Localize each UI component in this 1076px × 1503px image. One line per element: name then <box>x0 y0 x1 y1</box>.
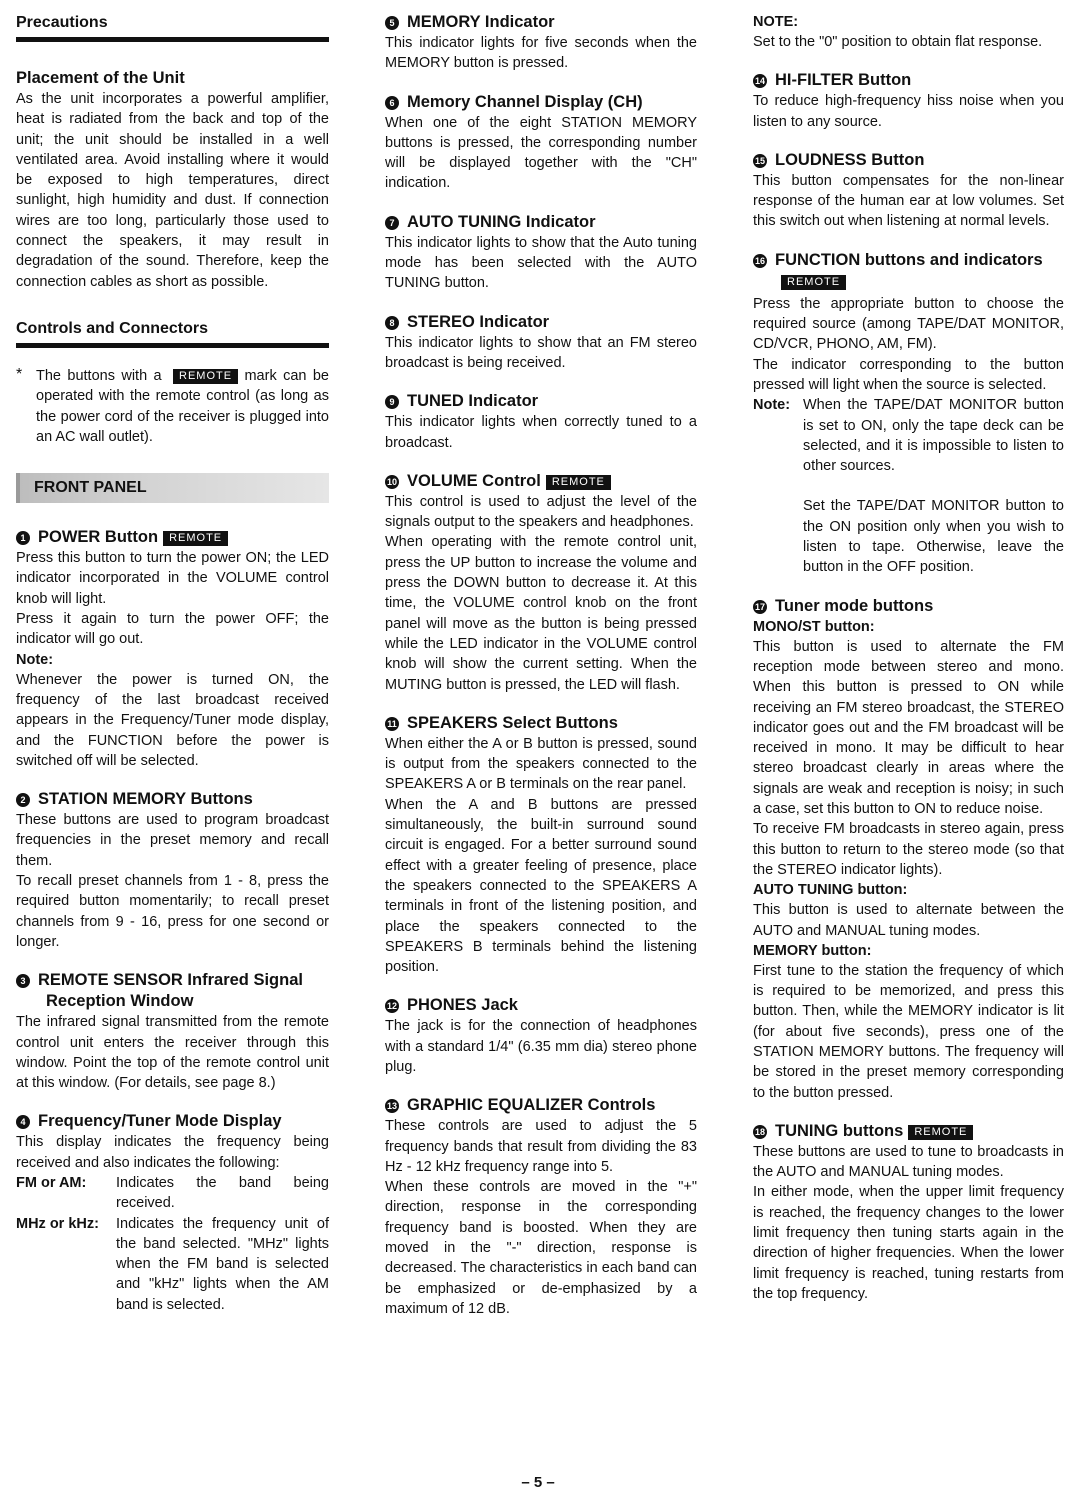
note-label: NOTE: <box>753 14 799 30</box>
item-title: LOUDNESS Button <box>775 150 925 169</box>
precautions-heading: Precautions <box>16 12 329 42</box>
item-station-memory <box>16 789 329 952</box>
number-badge: 3 <box>16 974 30 988</box>
item-phones <box>385 995 697 1077</box>
item-frequency-display <box>16 1111 329 1315</box>
item-text: This indicator lights when correctly tuned to a broadcast. <box>385 414 697 451</box>
item-text: This button compensates for the non-linear response of the human ear at low volumes. Set this switch out when listening at normal levels. <box>753 172 1064 230</box>
number-badge: 2 <box>16 793 30 807</box>
note-label: Note: <box>753 397 791 414</box>
definition-term: FM or AM: <box>16 1174 87 1191</box>
equalizer-note <box>753 12 1064 52</box>
number-badge: 9 <box>385 395 399 409</box>
item-text: Press it again to turn the power OFF; the indicator will go out. <box>16 611 329 648</box>
item-text: In either mode, when the upper limit frequency is reached, the frequency changes to the lower limit frequency then tuning starts again in the direction of higher frequencies. When the lower limit frequency is reached, tuning restarts from the top frequency. <box>753 1184 1064 1302</box>
item-text: The indicator corresponding to the button pressed will light when the source is selected. <box>753 356 1064 393</box>
item-text: When operating with the remote control unit, press the UP button to increase the volume and press the DOWN button to decrease it. At this time, the VOLUME control knob on the front panel will move as the button is being pressed while the LED indicator in the VOLUME control knob will show the current setting. When the MUTING button is pressed, the LED will flash. <box>385 534 697 693</box>
item-text: This button is used to alternate the FM reception mode between stereo and mono. When this button is pressed to ON while receiving an FM stereo broadcast, the STEREO indicator goes out and the FM broadcast will be received in mono. It may be difficult to hear stereo broadcast clearly in areas where the signals are weak and reception is noisy; in such a case, set this button to ON to reduce noise. <box>753 638 1064 818</box>
remote-badge: REMOTE <box>163 531 228 546</box>
note-label: Note: <box>16 651 54 668</box>
item-function <box>753 250 1064 578</box>
number-badge: 10 <box>386 476 397 487</box>
item-title: Frequency/Tuner Mode Display <box>38 1112 282 1131</box>
item-remote-sensor <box>16 970 329 1093</box>
sub-label: AUTO TUNING button: <box>753 882 908 899</box>
item-title: PHONES Jack <box>407 996 518 1015</box>
item-title: FUNCTION buttons and indicators <box>775 250 1043 269</box>
item-text: The infrared signal transmitted from the remote control unit enters the receiver through this window. Point the top of the remote control unit at this window. (For details, see page 8.) <box>16 1014 329 1092</box>
item-title: Memory Channel Display (CH) <box>407 92 643 111</box>
item-text: These buttons are used to tune to broadcasts in the AUTO and MANUAL tuning modes. <box>753 1143 1064 1181</box>
sub-label: MONO/ST button: <box>753 618 875 635</box>
item-title: TUNING buttons <box>775 1121 904 1140</box>
placement-section <box>16 68 329 292</box>
item-title: HI-FILTER Button <box>775 71 912 90</box>
column-right <box>753 12 1064 1304</box>
item-text: When either the A or B button is pressed, sound is output from the speakers connected to the SPEAKERS A or B terminals on the rear panel. <box>385 735 697 793</box>
item-stereo <box>385 312 697 374</box>
item-power <box>16 527 329 771</box>
item-text: Press the appropriate button to choose the required source (among TAPE/DAT MONITOR, CD/VCR, PHONO, AM, FM). <box>753 295 1064 353</box>
number-badge: 18 <box>754 1126 765 1137</box>
item-title: STATION MEMORY Buttons <box>38 790 253 809</box>
item-text: Press this button to turn the power ON; the LED indicator incorporated in the VOLUME control knob will light. <box>16 550 329 607</box>
item-text: This display indicates the frequency being received and also indicates the following: <box>16 1134 329 1171</box>
number-badge: 13 <box>386 1101 397 1112</box>
item-loudness <box>753 150 1064 232</box>
definition-term: MHz or kHz: <box>16 1215 99 1232</box>
item-memory-indicator <box>385 12 697 74</box>
number-badge: 14 <box>754 76 765 87</box>
item-text: When the A and B buttons are pressed simultaneously, the built-in surround sound circuit is engaged. For a better surround sound effect with a greater feeling of presence, place the speakers connected to the SPEAKERS A terminals in front of the listening position, and place the speakers connected to the SPEAKERS B terminals behind the listening position. <box>385 796 697 976</box>
item-text: First tune to the station the frequency of which is required to be memorized, and press this button. Then, while the MEMORY indicator is lit (for about five seconds), press one of the STATION MEMORY buttons. The frequency will be stored in the preset memory corresponding to the button pressed. <box>753 962 1064 1101</box>
item-auto-tuning <box>385 212 697 294</box>
note-text: Set to the "0" position to obtain flat response. <box>753 34 1043 50</box>
item-text: This indicator lights for five seconds when the MEMORY button is pressed. <box>385 35 697 72</box>
item-title: REMOTE SENSOR Infrared Signal Reception Window <box>38 971 303 1011</box>
remote-badge: REMOTE <box>546 475 611 490</box>
function-note <box>753 395 1064 577</box>
number-badge: 12 <box>386 1001 397 1012</box>
item-title: TUNED Indicator <box>407 392 539 411</box>
definition-text: Indicates the band being received. <box>116 1174 329 1212</box>
front-panel-banner: FRONT PANEL <box>16 473 329 503</box>
number-badge: 6 <box>385 96 399 110</box>
item-text: When these controls are moved in the "+" direction, response in the corresponding frequency band is boosted. When they are moved in the "-" direction, response is decreased. The characteristics in each band can be emphasized or de-emphasized by a maximum of 12 dB. <box>385 1179 697 1317</box>
definition-fm-am <box>16 1173 329 1214</box>
item-title: MEMORY Indicator <box>407 13 555 31</box>
item-speakers <box>385 713 697 978</box>
item-title: Tuner mode buttons <box>775 596 934 615</box>
remote-badge: REMOTE <box>908 1125 973 1140</box>
number-badge: 16 <box>754 255 765 266</box>
column-middle <box>385 12 697 1319</box>
item-text: To recall preset channels from 1 - 8, press the required button momentarily; to recall preset channels from 9 - 16, press for one second or longer. <box>16 873 329 950</box>
item-tuning-buttons <box>753 1121 1064 1304</box>
asterisk: * <box>16 365 23 383</box>
item-title: GRAPHIC EQUALIZER Controls <box>407 1096 656 1115</box>
number-badge: 7 <box>385 216 399 230</box>
item-text: When one of the eight STATION MEMORY buttons is pressed, the corresponding number will be displayed together with the "CH" indication. <box>385 114 697 192</box>
item-title: POWER Button <box>38 528 159 547</box>
remote-note-prefix: The buttons with a <box>36 367 162 384</box>
sub-label: MEMORY button: <box>753 942 872 959</box>
item-text: To receive FM broadcasts in stereo again, press this button to return to the stereo mode (so that the STEREO indicator lights). <box>753 821 1064 878</box>
note-text: Set the TAPE/DAT MONITOR button to the ON position only when you wish to listen to tape. Otherwise, leave the button in the OFF position. <box>803 498 1064 576</box>
item-title: SPEAKERS Select Buttons <box>407 713 618 732</box>
item-text: The jack is for the connection of headphones with a standard 1/4" (6.35 mm dia) stereo phone plug. <box>385 1018 697 1075</box>
column-left <box>16 12 329 1315</box>
number-badge: 8 <box>385 316 399 330</box>
item-text: This indicator lights to show that an FM stereo broadcast is being received. <box>385 334 697 371</box>
number-badge: 1 <box>16 531 30 545</box>
note-text: Whenever the power is turned ON, the frequency of the last broadcast received appears in the Frequency/Tuner mode display, and the FUNCTION before the power is switched off will be selected. <box>16 671 329 769</box>
page-number: – 5 – <box>521 1474 555 1491</box>
item-memory-channel <box>385 92 697 194</box>
remote-note <box>16 366 329 447</box>
item-hi-filter <box>753 70 1064 132</box>
number-badge: 15 <box>754 155 765 166</box>
number-badge: 4 <box>16 1115 30 1129</box>
item-text: These controls are used to adjust the 5 frequency bands that result from dividing the 83 Hz - 12 kHz frequency range into 5. <box>385 1118 697 1175</box>
item-text: To reduce high-frequency hiss noise when you listen to any source. <box>753 93 1064 130</box>
item-title: STEREO Indicator <box>407 312 550 331</box>
item-text: These buttons are used to program broadcast frequencies in the preset memory and recall them. <box>16 812 329 869</box>
number-badge: 5 <box>385 16 399 30</box>
item-tuner-mode <box>753 596 1064 1103</box>
number-badge: 11 <box>385 717 399 731</box>
item-equalizer <box>385 1095 697 1319</box>
item-tuned <box>385 391 697 453</box>
remote-badge: REMOTE <box>781 275 846 290</box>
item-text: This control is used to adjust the level of the signals output to the speakers and headphones. <box>385 493 697 531</box>
item-title: AUTO TUNING Indicator <box>407 212 596 231</box>
item-volume <box>385 471 697 695</box>
definition-mhz-khz <box>16 1214 329 1315</box>
remote-note-suffix: mark can be operated with the remote control (as long as the power cord of the receiver is plugged into an AC wall outlet). <box>36 367 329 445</box>
controls-heading: Controls and Connectors <box>16 318 329 348</box>
item-text: This indicator lights to show that the Auto tuning mode has been selected with the AUTO TUNING button. <box>385 234 697 292</box>
placement-text: As the unit incorporates a powerful amplifier, heat is radiated from the back and top of the unit; the unit should be installed in a well ventilated area. Avoid installing where it would be exposed to high temperatures, direct sunlight, high humidity and dust. If connection wires are too long, particularly those used to connect the speakers, it may result in degradation of the sound. Therefore, keep the connection cables as short as possible. <box>16 91 329 290</box>
number-badge: 17 <box>754 601 765 612</box>
definition-text: Indicates the frequency unit of the band selected. "MHz" lights when the FM band is selected and "kHz" lights when the AM band is selected. <box>116 1215 329 1313</box>
placement-heading: Placement of the Unit <box>16 69 185 87</box>
item-title: VOLUME Control <box>407 471 541 490</box>
remote-badge: REMOTE <box>173 369 238 384</box>
item-text: This button is used to alternate between the AUTO and MANUAL tuning modes. <box>753 902 1064 939</box>
note-text: When the TAPE/DAT MONITOR button is set to ON, only the tape deck can be selected, and it is impossible to listen to other sources. <box>803 397 1064 475</box>
